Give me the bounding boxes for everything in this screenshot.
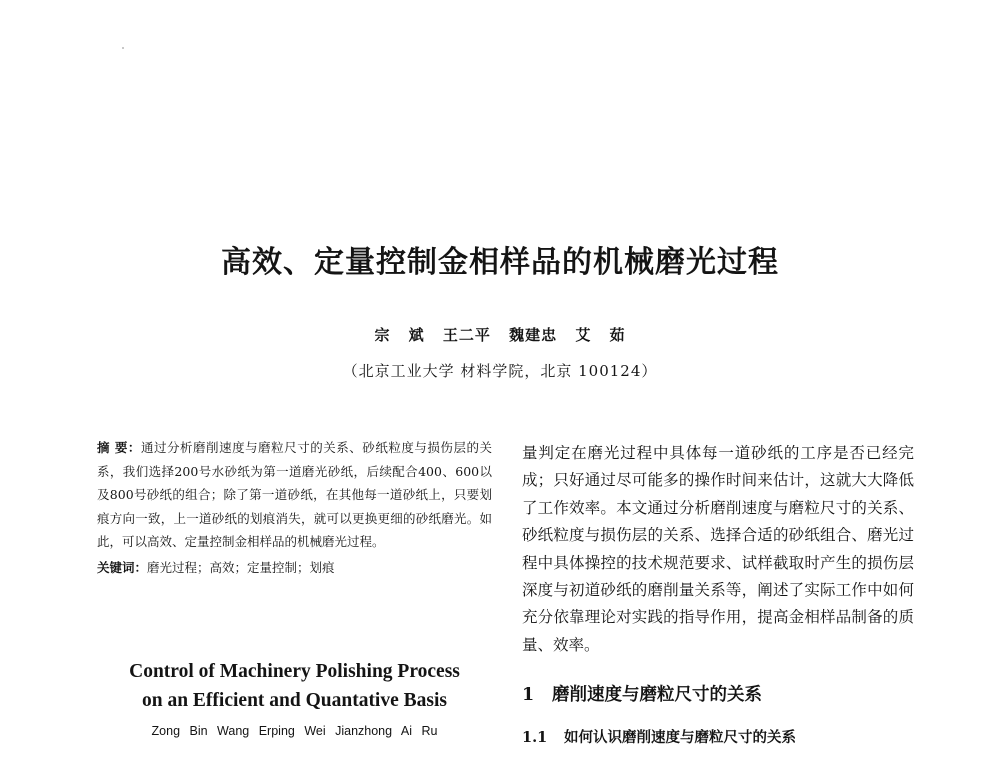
keywords-label: 关键词： — [97, 559, 148, 575]
english-title-line-2: on an Efficient and Quantative Basis — [141, 690, 447, 711]
authors: 宗 斌 王二平 魏建忠 艾 茹 — [374, 326, 626, 344]
subsection-title: 如何认识磨削速度与磨粒尺寸的关系 — [564, 729, 796, 746]
affiliation: （北京工业大学 材料学院，北京 100124） — [342, 362, 658, 380]
keywords — [97, 556, 492, 580]
section-number: 1 — [522, 685, 535, 705]
abstract-text: 通过分析磨削速度与磨粒尺寸的关系、砂纸粒度与损伤层的关系，我们选择200号水砂纸为第一道磨光砂纸，后续配合400、600以及800号砂纸的组合；除了第一道砂纸，在其他每一道砂纸上，只要划痕方向一致，上一道砂纸的划痕消失，就可以更换更细的砂纸磨光。如此，可以高效、定量控制金相样品的机械磨光过程。 — [97, 440, 492, 549]
keywords-text: 磨光过程；高效；定量控制；划痕 — [147, 559, 335, 575]
english-authors: Zong Bin Wang Erping Wei Jianzhong Ai Ru — [151, 724, 438, 738]
body-column — [522, 440, 914, 659]
abstract-column — [97, 436, 492, 579]
page-title: 高效、定量控制金相样品的机械磨光过程 — [221, 245, 779, 280]
section-title: 磨削速度与磨粒尺寸的关系 — [552, 685, 762, 705]
subsection-number: 1.1 — [522, 729, 548, 746]
body-paragraph: 量判定在磨光过程中具体每一道砂纸的工序是否已经完成；只好通过尽可能多的操作时间来估计，这就大大降低了工作效率。本文通过分析磨削速度与磨粒尺寸的关系、砂纸粒度与损伤层的关系、选择合适的砂纸组合、磨光过程中具体操控的技术规范要求、试样截取时产生的损伤层深度与初道砂纸的磨削量关系等，阐述了实际工作中如何充分依靠理论对实践的指导作用，提高金相样品制备的质量、效率。 — [522, 444, 914, 654]
abstract — [97, 436, 492, 554]
section-heading-1 — [522, 681, 762, 706]
page-speck — [122, 47, 124, 49]
abstract-label: 摘 要： — [97, 440, 141, 455]
english-title-line-1: Control of Machinery Polishing Process — [129, 661, 460, 682]
english-title — [97, 657, 492, 715]
subsection-heading-1-1 — [522, 726, 796, 747]
